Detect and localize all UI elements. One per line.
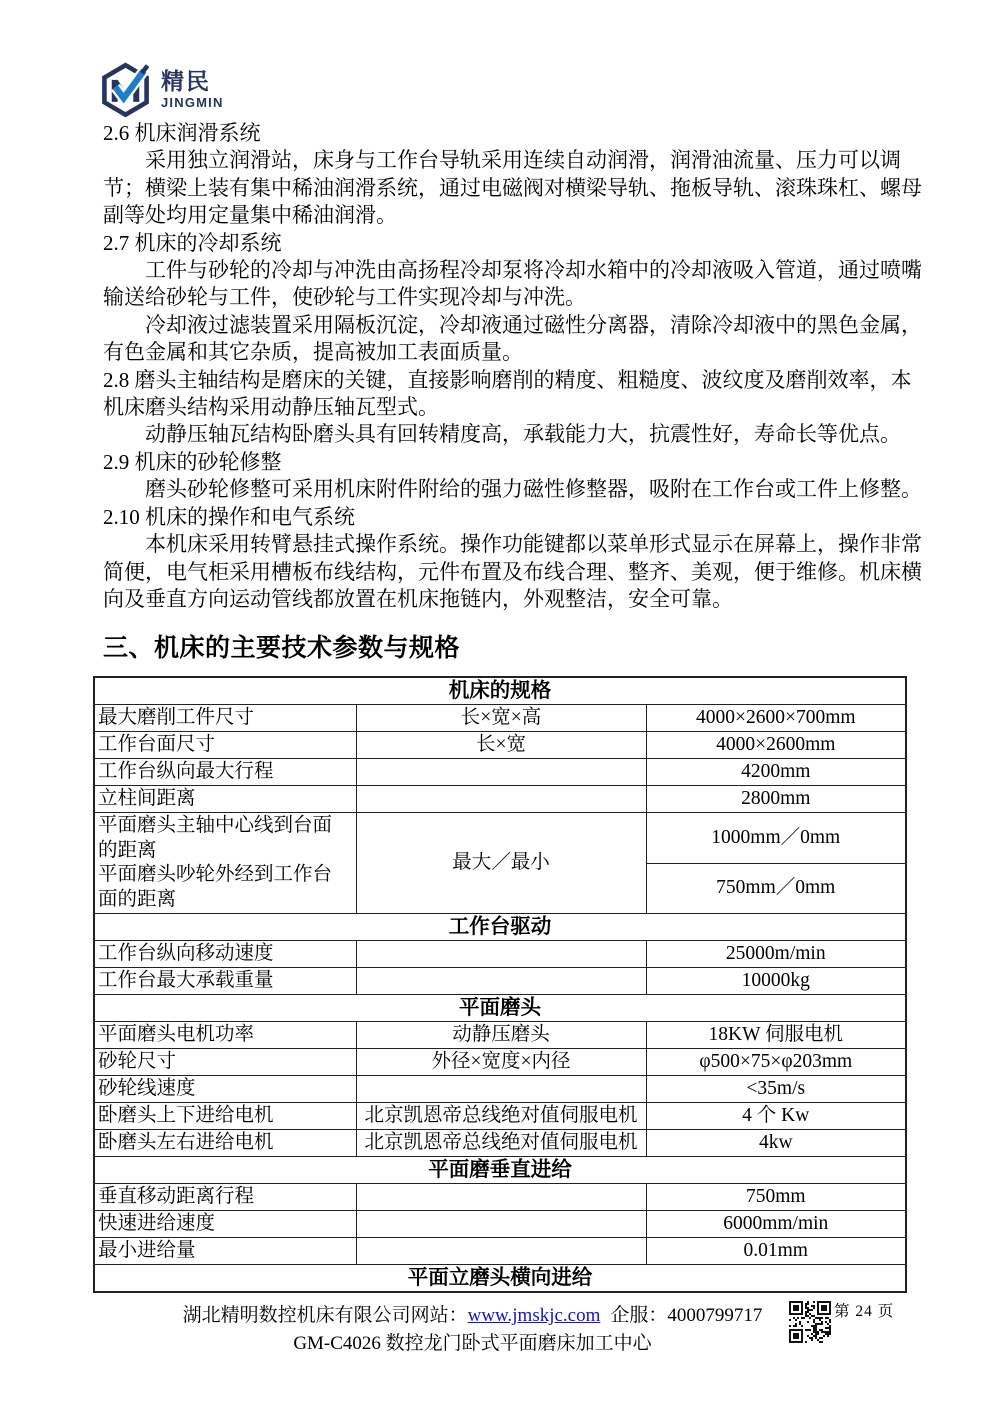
param-cell: 工作台纵向移动速度 [94,941,356,968]
param-text: 平面磨头主轴中心线到台面的距离 [98,815,333,861]
company-site-label: 湖北精明数控机床有限公司网站： [182,1305,468,1326]
table-section-row [94,995,906,1022]
body-line: 本机床采用转臂悬挂式操作系统。操作功能键都以菜单形式显示在屏幕上，操作非常 [145,532,922,557]
body-line: 2.8 磨头主轴结构是磨床的关键，直接影响磨削的精度、粗糙度、波纹度及磨削效率，本 [103,367,912,392]
param-cell: 卧磨头上下进给电机 [94,1103,356,1130]
section-header-cell: 工作台驱动 [94,914,906,941]
value-cell: 4200mm [646,759,906,786]
value-cell: <35m/s [646,1076,906,1103]
table-row [94,813,906,864]
value-cell: 4000×2600×700mm [646,705,906,732]
spec-cell [356,1238,646,1265]
logo-name-en: JINGMIN [161,94,224,110]
table-row [94,1238,906,1265]
body-line: 冷却液过滤装置采用隔板沉淀，冷却液通过磁性分离器，清除冷却液中的黑色金属， [145,312,922,337]
spec-cell: 最大／最小 [356,813,646,914]
spec-cell [356,786,646,813]
table-row [94,1184,906,1211]
section-header-cell: 机床的规格 [94,677,906,705]
body-line: 磨头砂轮修整可采用机床附件附给的强力磁性修整器，吸附在工作台或工件上修整。 [145,477,922,502]
body-line: 工件与砂轮的冷却与冲洗由高扬程冷却泵将冷却水箱中的冷却液吸入管道，通过喷嘴 [145,258,922,283]
value-cell: φ500×75×φ203mm [646,1049,906,1076]
value-cell: 750mm／0mm [646,863,906,914]
spec-cell [356,1211,646,1238]
website-link[interactable]: www.jmskjc.com [467,1305,601,1326]
param-cell: 最大磨削工件尺寸 [94,705,356,732]
table-section-row [94,1157,906,1184]
param-cell [94,813,356,914]
body-line: 节；横梁上装有集中稀油润滑系统，通过电磁阀对横梁导轨、拖板导轨、滚珠珠杠、螺母 [103,175,922,200]
value-cell: 6000mm/min [646,1211,906,1238]
spec-cell: 北京凯恩帝总线绝对值伺服电机 [356,1103,646,1130]
param-cell: 工作台面尺寸 [94,732,356,759]
body-line: 简便，电气柜采用槽板布线结构，元件布置及布线合理、整齐、美观，便于维修。机床横 [103,559,922,584]
body-line: 动静压轴瓦结构卧磨头具有回转精度高，承载能力大，抗震性好，寿命长等优点。 [145,422,901,447]
spec-cell [356,941,646,968]
value-cell: 4kw [646,1130,906,1157]
table-row [94,786,906,813]
table-row [94,1211,906,1238]
value-cell: 4000×2600mm [646,732,906,759]
param-cell: 砂轮尺寸 [94,1049,356,1076]
spec-table [93,676,907,1293]
table-row [94,1022,906,1049]
table-row [94,1103,906,1130]
param-text: 平面磨头吵轮外经到工作台面的距离 [98,864,333,910]
body-line: 机床磨头结构采用动静压轴瓦型式。 [103,395,439,420]
param-cell: 工作台最大承载重量 [94,968,356,995]
table-section-row [94,677,906,705]
body-line: 采用独立润滑站，床身与工作台导轨采用连续自动润滑，润滑油流量、压力可以调 [145,148,901,173]
section-heading: 三、机床的主要技术参数与规格 [103,635,461,662]
value-cell: 25000m/min [646,941,906,968]
table-row [94,1049,906,1076]
spec-cell: 外径×宽度×内径 [356,1049,646,1076]
param-cell: 快速进给速度 [94,1211,356,1238]
table-row [94,759,906,786]
section-header-cell: 平面立磨头横向进给 [94,1265,906,1293]
service-label: 企服： [610,1305,668,1326]
body-line: 向及垂直方向运动管线都放置在机床拖链内，外观整洁，安全可靠。 [103,586,733,611]
table-section-row [94,914,906,941]
table-row [94,732,906,759]
body-line: 2.10 机床的操作和电气系统 [103,504,355,529]
body-line: 2.7 机床的冷却系统 [103,230,282,255]
value-cell: 4 个 Kw [646,1103,906,1130]
value-cell: 2800mm [646,786,906,813]
body-text [103,120,922,613]
value-cell: 0.01mm [646,1238,906,1265]
spec-cell: 长×宽×高 [356,705,646,732]
footer-product-line: GM-C4026 数控龙门卧式平面磨床加工中心 [293,1333,652,1354]
param-cell: 最小进给量 [94,1238,356,1265]
body-line: 输送给砂轮与工件，使砂轮与工件实现冷却与冲洗。 [103,285,586,310]
table-row [94,968,906,995]
value-cell: 1000mm／0mm [646,813,906,864]
section-header-cell: 平面磨垂直进给 [94,1157,906,1184]
company-logo [98,60,224,118]
param-cell: 砂轮线速度 [94,1076,356,1103]
param-cell: 卧磨头左右进给电机 [94,1130,356,1157]
table-section-row [94,1265,906,1293]
value-cell: 18KW 伺服电机 [646,1022,906,1049]
table-row [94,941,906,968]
logo-name-cn: 精民 [161,67,211,94]
value-cell: 750mm [646,1184,906,1211]
table-row [94,1130,906,1157]
spec-cell [356,1184,646,1211]
body-line: 副等处均用定量集中稀油润滑。 [103,203,397,228]
service-phone: 4000799717 [667,1305,763,1326]
value-cell: 10000kg [646,968,906,995]
spec-cell: 长×宽 [356,732,646,759]
param-cell: 平面磨头电机功率 [94,1022,356,1049]
param-cell: 立柱间距离 [94,786,356,813]
body-line: 2.9 机床的砂轮修整 [103,449,282,474]
table-row [94,705,906,732]
spec-cell [356,759,646,786]
spec-cell [356,968,646,995]
body-line: 有色金属和其它杂质，提高被加工表面质量。 [103,340,523,365]
table-row [94,1076,906,1103]
jingmin-hexagon-logo-icon [98,60,153,118]
section-header-cell: 平面磨头 [94,995,906,1022]
spec-cell: 动静压磨头 [356,1022,646,1049]
page-number: 第 24 页 [834,1303,895,1320]
body-line: 2.6 机床润滑系统 [103,121,261,145]
param-cell: 垂直移动距离行程 [94,1184,356,1211]
spec-cell [356,1076,646,1103]
param-cell: 工作台纵向最大行程 [94,759,356,786]
spec-cell: 北京凯恩帝总线绝对值伺服电机 [356,1130,646,1157]
spec-table-body [94,677,906,1292]
